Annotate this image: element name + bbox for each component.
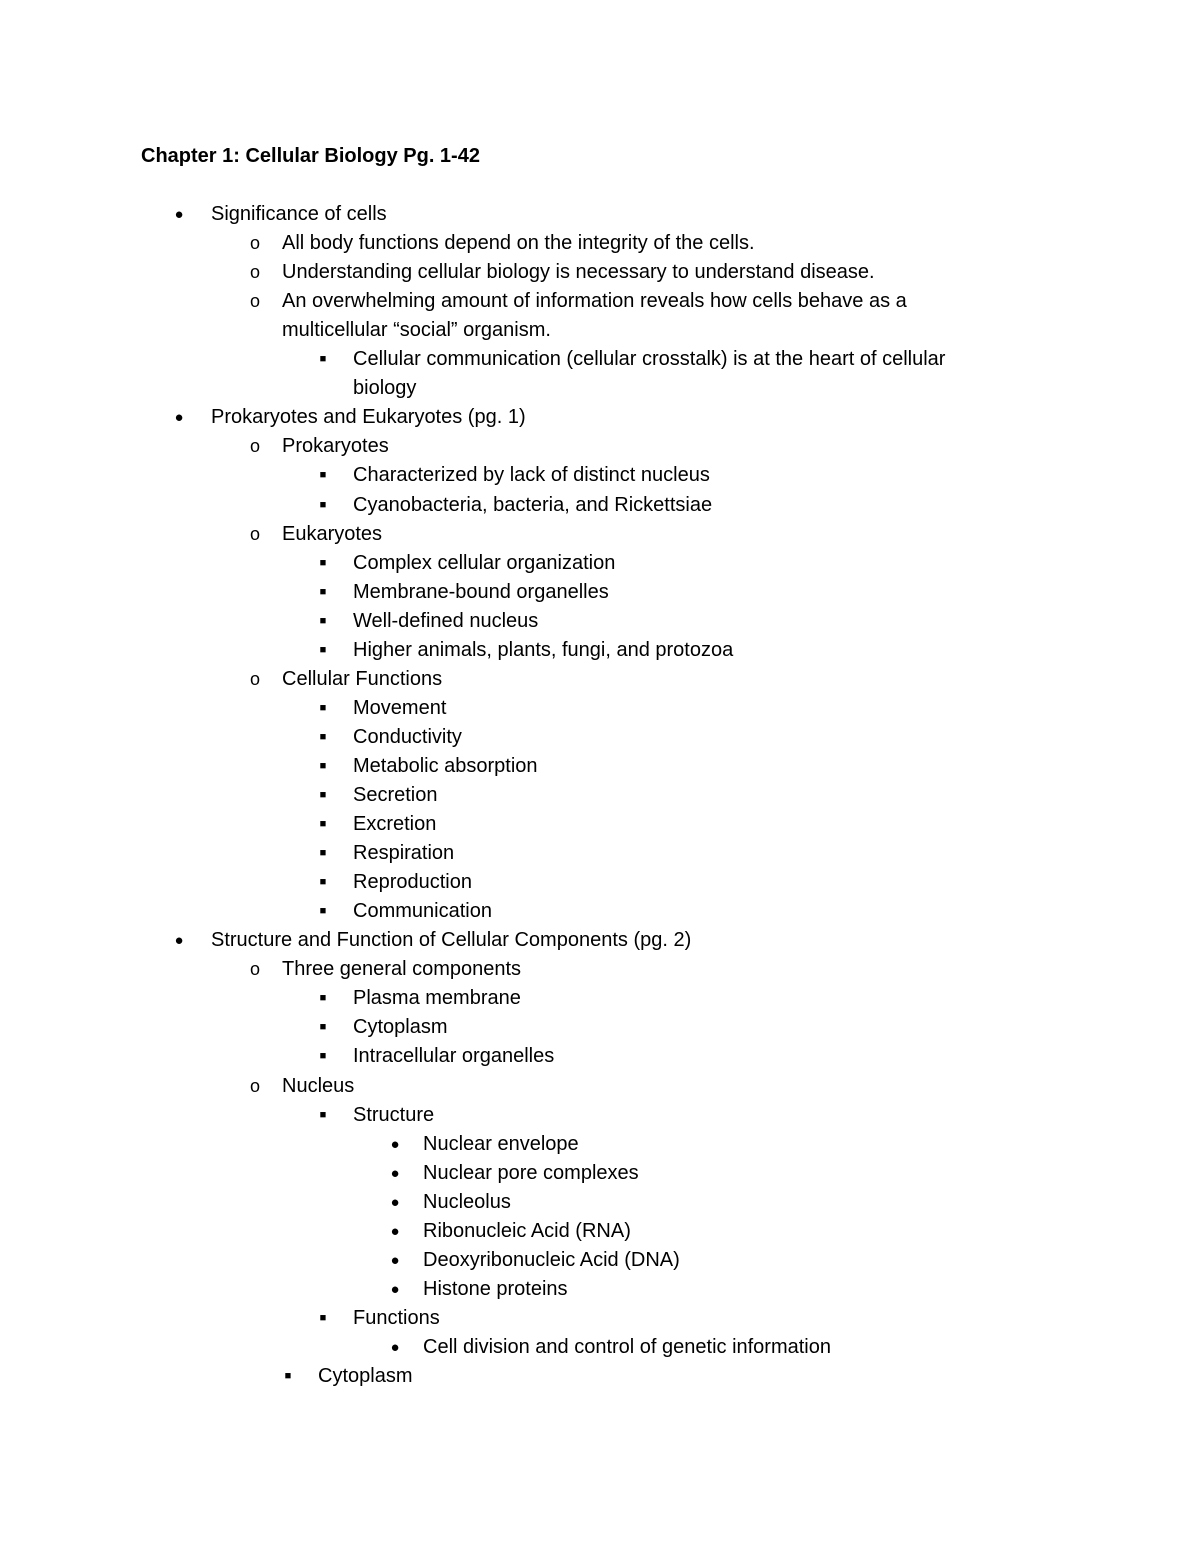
list-item-text: Higher animals, plants, fungi, and protozoa [353, 638, 734, 661]
bullet-marker: ● [390, 1193, 400, 1211]
bullet-marker: ■ [284, 1370, 292, 1382]
bullet-marker: o [249, 436, 260, 457]
list-item-text: Ribonucleic Acid (RNA) [423, 1219, 631, 1242]
bullet-marker: ■ [319, 701, 327, 714]
bullet-marker: ■ [319, 585, 327, 598]
bullet-marker: ● [390, 1251, 400, 1269]
list-item-text: All body functions depend on the integrity of the cells. [282, 232, 755, 255]
list-item-text: Cyanobacteria, bacteria, and Rickettsiae [353, 493, 713, 516]
list-item-text: Well-defined nucleus [353, 609, 539, 632]
bullet-marker: ■ [319, 905, 327, 918]
list-item-text: Nuclear envelope [423, 1132, 579, 1155]
bullet-marker: o [249, 291, 260, 312]
bullet-marker: ■ [319, 847, 327, 860]
bullet-marker: ■ [319, 876, 327, 889]
list-item-text: Cytoplasm [318, 1365, 413, 1387]
list-item-text: Communication [353, 900, 492, 923]
bullet-marker: ● [390, 1338, 400, 1356]
list-item-text: Structure and Function of Cellular Components (pg. 2) [211, 929, 692, 952]
bullet-marker: o [249, 668, 260, 689]
list-item-text: Excretion [353, 813, 437, 836]
bullet-marker: ● [390, 1280, 400, 1298]
list-item-text: Cell division and control of genetic information [423, 1335, 831, 1358]
list-item-text: Conductivity [353, 725, 462, 748]
list-item-text: Cellular communication (cellular crosstalk) is at the heart of cellular [353, 348, 946, 371]
bullet-marker: ■ [319, 1108, 327, 1121]
bullet-marker: ■ [319, 1021, 327, 1034]
bullet-marker: ■ [319, 498, 327, 511]
bullet-marker: o [249, 262, 260, 283]
list-item-text: Eukaryotes [282, 522, 383, 545]
list-item-text: Nucleolus [423, 1190, 511, 1213]
bullet-marker: ■ [319, 1311, 327, 1324]
bullet-marker: ■ [319, 353, 327, 366]
bullet-marker: ● [174, 932, 184, 950]
list-item-text: Plasma membrane [353, 987, 521, 1010]
list-item-text: Cellular Functions [282, 667, 443, 690]
bullet-marker: ● [174, 409, 184, 427]
bullet-marker: ■ [319, 789, 327, 801]
list-item-text: Characterized by lack of distinct nucleus [353, 464, 710, 487]
bullet-marker: ■ [319, 730, 327, 743]
list-item-text: Prokaryotes [282, 435, 389, 458]
list-item-text: Membrane-bound organelles [353, 580, 609, 603]
list-item-text: Structure [353, 1103, 435, 1126]
bullet-marker: ■ [319, 818, 327, 831]
list-item-text: Histone proteins [423, 1277, 568, 1300]
bullet-marker: ■ [319, 1050, 327, 1063]
list-item-text: Reproduction [353, 871, 472, 894]
bullet-marker: o [249, 959, 260, 980]
bullet-marker: ■ [319, 614, 327, 627]
list-item-text: Nuclear pore complexes [423, 1161, 639, 1184]
bullet-marker: o [249, 523, 260, 544]
page-title: Chapter 1: Cellular Biology Pg. 1-42 [141, 145, 480, 167]
bullet-marker: ● [174, 206, 184, 223]
list-item-text: Secretion [353, 784, 438, 806]
list-item-text: Complex cellular organization [353, 551, 616, 574]
list-item-text: Prokaryotes and Eukaryotes (pg. 1) [211, 406, 526, 429]
list-item-text: biology [353, 377, 417, 400]
list-item-text: Cytoplasm [353, 1016, 448, 1039]
list-item-text: Functions [353, 1306, 440, 1329]
bullet-marker: ■ [319, 643, 327, 656]
bullet-marker: ● [390, 1135, 400, 1153]
list-item-text: Three general components [282, 958, 522, 981]
bullet-marker: ■ [319, 992, 327, 1005]
list-item-text: Nucleus [282, 1074, 355, 1097]
bullet-marker: ■ [319, 469, 327, 482]
list-item-text: Respiration [353, 842, 455, 865]
list-item-text: Deoxyribonucleic Acid (DNA) [423, 1248, 680, 1271]
bullet-marker: ■ [319, 759, 327, 772]
bullet-marker: ● [390, 1164, 400, 1182]
list-item-text: Movement [353, 696, 447, 719]
list-item-text: Intracellular organelles [353, 1045, 555, 1068]
list-item-text: Understanding cellular biology is necessary to understand disease. [282, 261, 875, 284]
bullet-marker: o [249, 1075, 260, 1096]
list-item-text: Metabolic absorption [353, 754, 538, 777]
bullet-marker: ● [390, 1222, 400, 1240]
list-item-text: An overwhelming amount of information reveals how cells behave as a [282, 290, 907, 313]
list-item-text: Significance of cells [211, 203, 387, 225]
bullet-marker: o [249, 233, 260, 254]
bullet-marker: ■ [319, 556, 327, 569]
list-item-text: multicellular “social” organism. [282, 319, 551, 342]
